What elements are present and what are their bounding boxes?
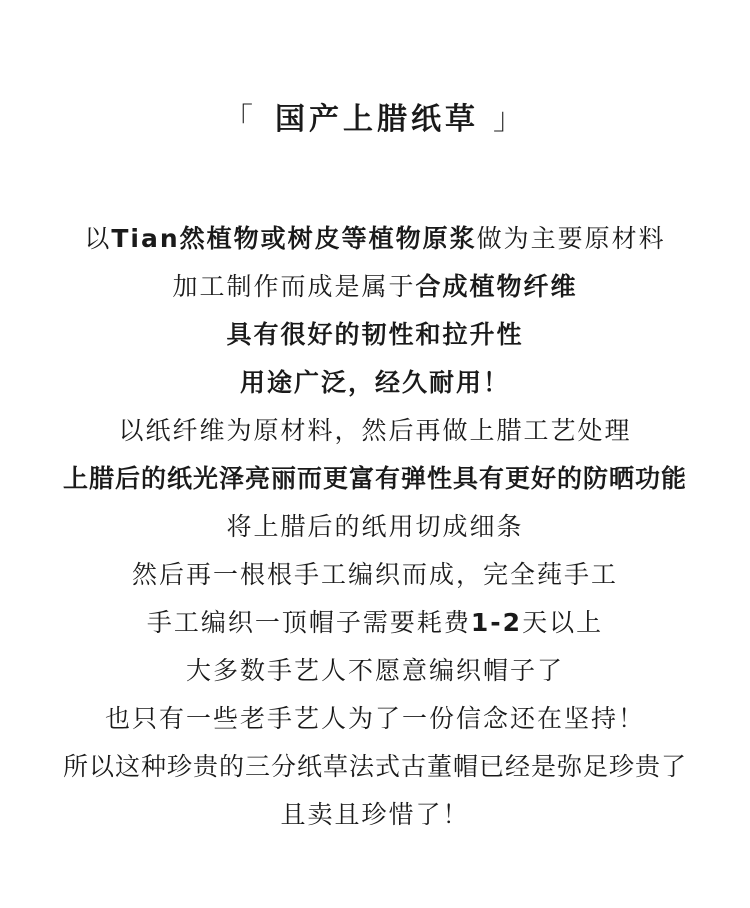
description-line xyxy=(0,551,750,599)
body-text: 将上腊后的纸用切成细条 xyxy=(226,512,524,541)
title-text: 国产上腊纸草 xyxy=(275,102,479,137)
description-line xyxy=(0,455,750,503)
description-line xyxy=(0,599,750,647)
description-body xyxy=(0,215,750,839)
body-text: 也只有一些老手艺人为了一份信念还在坚持！ xyxy=(104,704,645,733)
body-text: 以纸纤维为原材料，然后再做上腊工艺处理 xyxy=(118,416,632,445)
title-close-bracket: 」 xyxy=(493,102,527,137)
title-open-bracket: 「 xyxy=(223,102,257,137)
body-text: 然后再一根根手工编织而成，完全莼手工 xyxy=(131,560,618,589)
description-line xyxy=(0,263,750,311)
description-line xyxy=(0,695,750,743)
body-text: 手工编织一顶帽子需要耗费 xyxy=(146,608,471,637)
body-text: 以 xyxy=(84,224,112,253)
body-text: 做为主要原材料 xyxy=(476,224,666,253)
page-title xyxy=(0,98,750,142)
emphasis-text: 上腊后的纸光泽亮丽而更富有弹性具有更好的防晒功能 xyxy=(62,464,687,493)
description-line xyxy=(0,359,750,407)
description-line xyxy=(0,407,750,455)
emphasis-text: 用途广泛，经久耐用！ xyxy=(239,368,510,397)
description-line xyxy=(0,503,750,551)
body-text: 天以上 xyxy=(522,608,604,637)
description-line xyxy=(0,215,750,263)
description-line xyxy=(0,311,750,359)
body-text: 所以这种珍贵的三分纸草法式古董帽已经是弥足珍贵了 xyxy=(62,752,687,781)
emphasis-text: Tian然植物或树皮等植物原浆 xyxy=(111,224,477,253)
body-text: 加工制作而成是属于 xyxy=(172,272,416,301)
body-text: 且卖且珍惜了！ xyxy=(280,800,470,829)
description-line xyxy=(0,791,750,839)
emphasis-text: 具有很好的韧性和拉升性 xyxy=(226,320,524,349)
emphasis-text: 合成植物纤维 xyxy=(415,272,578,301)
description-line xyxy=(0,647,750,695)
body-text: 大多数手艺人不愿意编织帽子了 xyxy=(185,656,564,685)
emphasis-text: 1-2 xyxy=(470,608,523,637)
description-line xyxy=(0,743,750,791)
